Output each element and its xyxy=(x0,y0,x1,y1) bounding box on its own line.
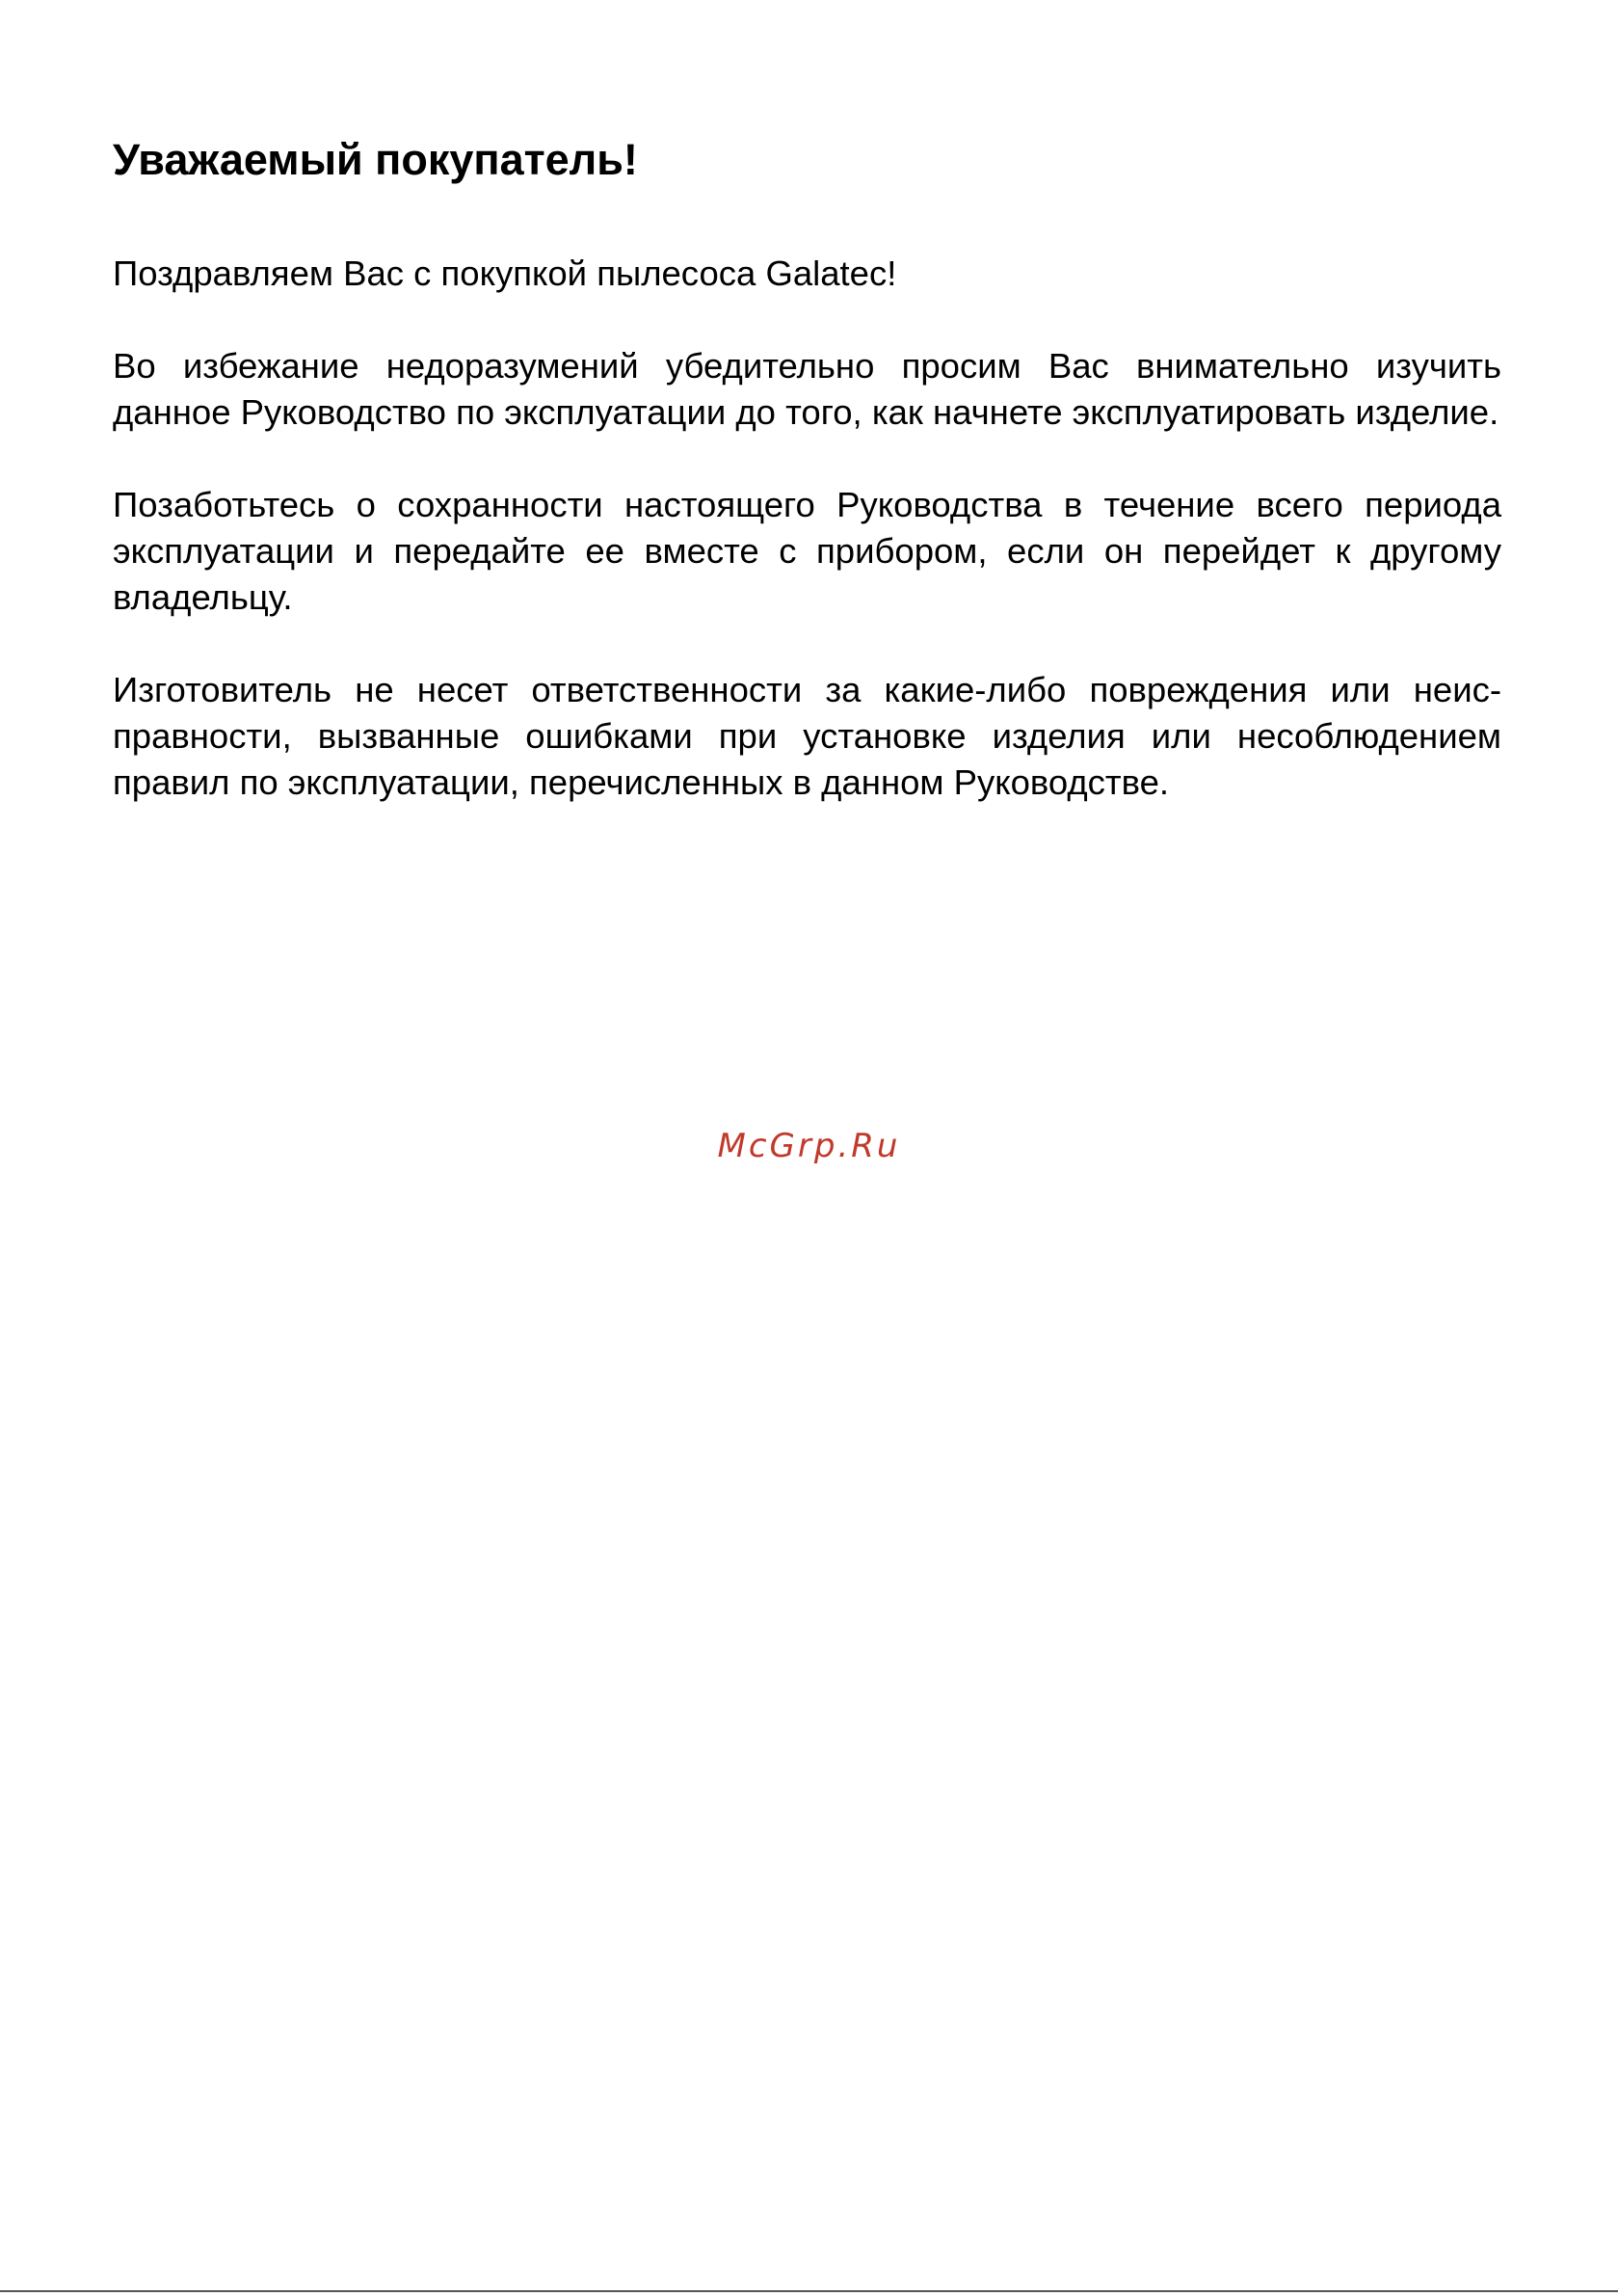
watermark-text: McGrp.Ru xyxy=(717,1127,901,1165)
study-manual-paragraph: Во избежание недоразумений убедительно просим Вас внимательно изучить данное Руководство по эксплуатации до того, как начнете эксплуатировать изделие. xyxy=(113,346,1501,432)
page-title: Уважаемый покупатель! xyxy=(113,135,638,184)
greeting-paragraph: Поздравляем Вас с покупкой пылесоса Galatec! xyxy=(113,254,897,293)
document-body xyxy=(113,131,1501,806)
preserve-manual-paragraph: Позаботьтесь о сохранности настоящего Руководства в течение всего периода эксплуатации и передайте ее вместе с прибором, если он перейдет к другому владельцу. xyxy=(113,485,1501,617)
liability-paragraph: Изготовитель не несет ответственности за какие-либо повреждения или неис-правности, вызванные ошибками при установке изделия или несоблюдением правил по эксплуатации, перечисленных в данном Руководстве. xyxy=(113,670,1501,802)
page-bottom-divider xyxy=(0,2290,1618,2292)
